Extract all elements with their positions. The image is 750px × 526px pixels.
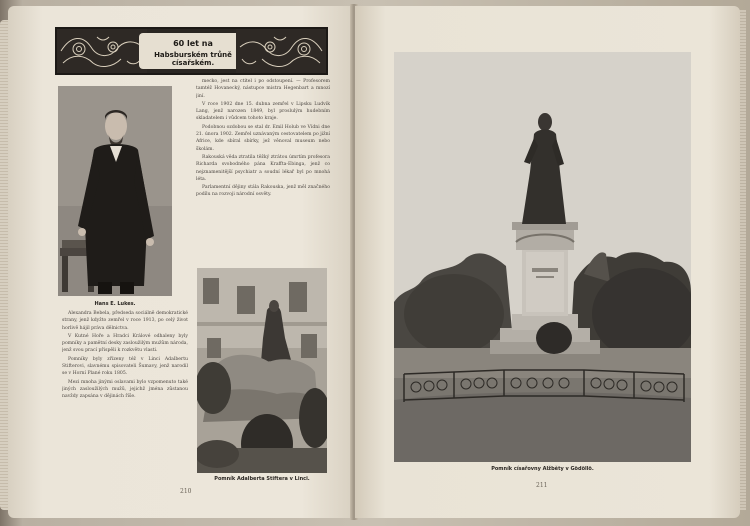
paragraph: Pomníky byly zřízeny též v Linci Adalbertu Stifterovi, slavnému spisovateli Šumavy, jenž narodil se v Horní Plané roku 1805. [62, 356, 188, 377]
stifter-caption: Pomník Adalberta Stiftera v Linci. [214, 476, 310, 482]
paragraph: Rakouská věda ztratila těžký ztrátou úmrtím profesora Richarda svobodného pána Kraffta-Ebinga, jenž co nejznamenitější psychiatr a soudní lékař byl po mnohá léta. [196, 154, 330, 182]
floral-ornament-icon [236, 29, 326, 73]
banner-title-box [139, 33, 247, 69]
paragraph: Mezi mnoha jinými oslavami bylo vzpomenuto také jiných zasloužilých mužů, jejichž jména zůstanou navždy zapsána v dějinách říše. [62, 379, 188, 400]
paragraph: V roce 1902 dne 15. dubna zemřel v Lipsku Ludvík Lang, jenž narozen 1849, byl proslulým hudebním skladatelem i vůdcem tohoto kraje. [196, 101, 330, 122]
portrait-caption: Hans E. Lukes. [94, 301, 136, 307]
left-page-number: 210 [180, 488, 192, 495]
banner-title-line2: Habsburském trůně císařském. [154, 51, 232, 67]
elisabeth-caption: Pomník císařovny Alžběty v Gödöllö. [491, 466, 594, 472]
paragraph: Parlamentní dějiny stála Rakouska, jenž měl značného podílu na rozvoji národní osvěty. [196, 185, 330, 198]
header-banner [55, 27, 328, 75]
portrait-photo [58, 86, 172, 296]
portrait-figure [58, 86, 172, 296]
paragraph: Alexandra Bebela, předseda sociálně demokratické strany, jenž kdyžto zemřel v roce 1913, po celý život horlivě hájil práva dělnictva. [62, 311, 188, 331]
stifter-monument-photo [197, 268, 327, 473]
right-page-number: 211 [536, 482, 548, 489]
text-column-left [62, 310, 188, 492]
banner-title-line1: 60 let na [173, 39, 213, 48]
paragraph: Podobnou ozdobou se stal dr. Emil Holub ve Vídni dne 21. února 1902. Zemřel uznávaným cestovatelem po jižní Africe, kde sbíral sbírky, jež věnoval museum nebo školám. [196, 124, 330, 152]
elisabeth-monument-photo [394, 52, 691, 462]
elisabeth-monument-scene [394, 52, 691, 462]
floral-ornament-icon [57, 29, 147, 73]
stifter-monument-scene [197, 268, 327, 473]
paragraph: V Kutné Hoře a Hradci Králové odhaleny byly pomníky a pamětní desky zasloužilým mužům národa, jenž svou prací přispěli k rozkvětu vlasti. [62, 333, 188, 354]
text-column-right [196, 78, 330, 263]
paragraph: mecko, jest na ctitel i po odstoupení. — Profesorem tamtéž Hovanecký, nástupce mistra Hegenbart a mnozí jiní. [196, 79, 330, 99]
